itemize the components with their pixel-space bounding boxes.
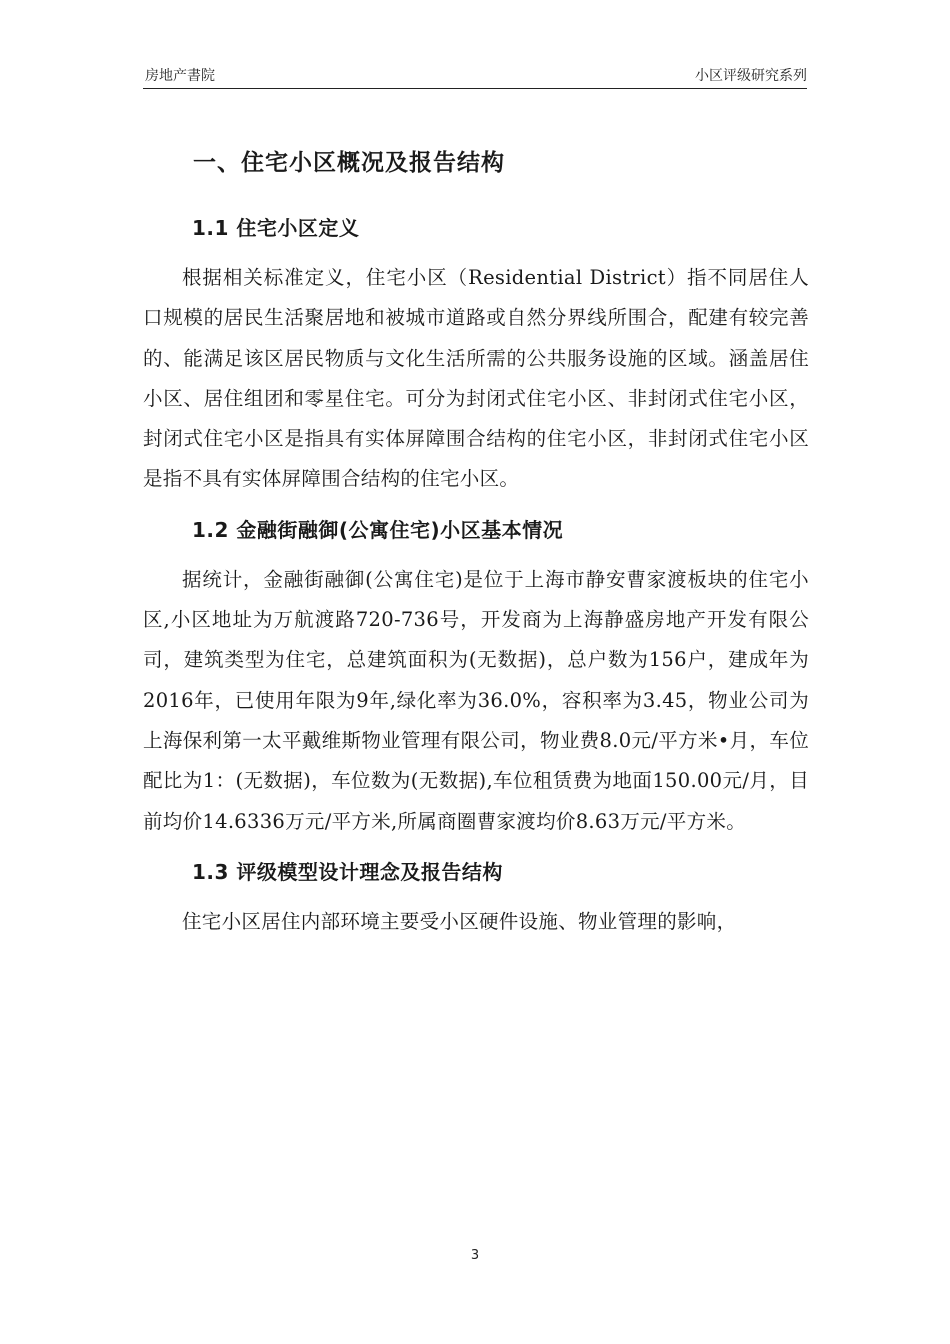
section-heading: 一、住宅小区概况及报告结构: [193, 150, 505, 176]
paragraph-basic-info: 据统计，金融街融御(公寓住宅)是位于上海市静安曹家渡板块的住宅小区,小区地址为万航渡路720-736号，开发商为上海静盛房地产开发有限公司，建筑类型为住宅，总建筑面积为(无数据)，总户数为156户，建成年为2016年，已使用年限为9年,绿化率为36.0%，容积率为3.45，物业公司为上海保利第一太平戴维斯物业管理有限公司，物业费8.0元/平方米•月，车位配比为1：(无数据)，车位数为(无数据),车位租赁费为地面150.00元/月，目前均价14.6336万元/平方米,所属商圈曹家渡均价8.63万元/平方米。: [143, 567, 809, 833]
header-left-title: 房地产書院: [145, 68, 215, 84]
subsection-heading-1-1: 1.1 住宅小区定义: [192, 216, 360, 240]
subsection-heading-1-3: 1.3 评级模型设计理念及报告结构: [192, 859, 503, 884]
subsection-heading-1-2: 1.2 金融街融御(公寓住宅)小区基本情况: [192, 517, 564, 542]
paragraph-model-design: 住宅小区居住内部环境主要受小区硬件设施、物业管理的影响，: [182, 909, 737, 933]
page-number: 3: [470, 1248, 480, 1263]
paragraph-definition: 根据相关标准定义，住宅小区（Residential District）指不同居住人口规模的居民生活聚居地和被城市道路或自然分界线所围合，配建有较完善的、能满足该区居民物质与文化生活所需的公共服务设施的区域。涵盖居住小区、居住组团和零星住宅。可分为封闭式住宅小区、非封闭式住宅小区，封闭式住宅小区是指具有实体屏障围合结构的住宅小区，非封闭式住宅小区是指不具有实体屏障围合结构的住宅小区。: [143, 266, 809, 491]
header-divider: [143, 88, 807, 89]
header-right-title: 小区评级研究系列: [695, 68, 807, 84]
document-body: [143, 140, 809, 942]
